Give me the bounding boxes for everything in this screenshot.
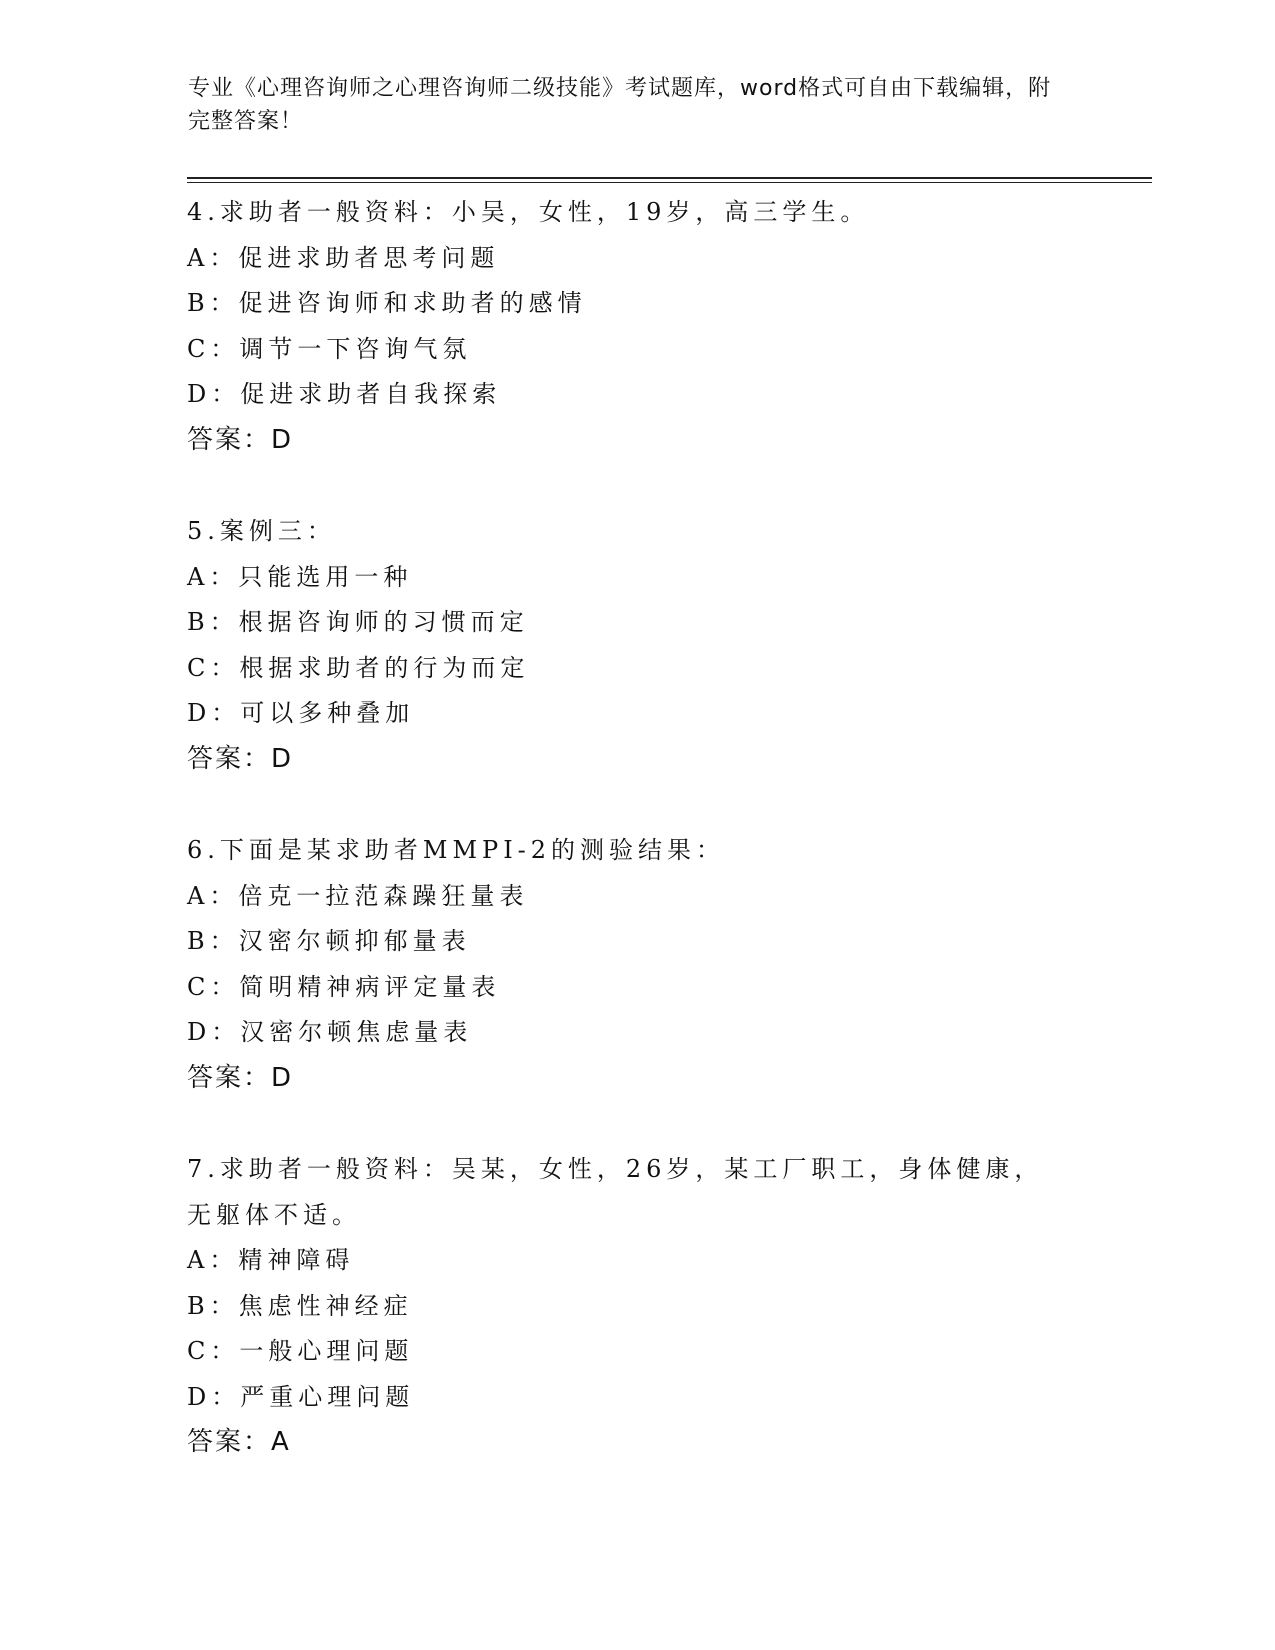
question-7 (187, 1147, 1087, 1466)
question-text: 6.下面是某求助者MMPI-2的测验结果： (187, 836, 726, 864)
answer: 答案：D (187, 743, 294, 774)
answer: 答案：D (187, 424, 294, 455)
option-b: B：汉密尔顿抑郁量表 (187, 927, 471, 955)
option-c: C：根据求助者的行为而定 (187, 653, 530, 682)
option-d: D：汉密尔顿焦虑量表 (187, 1018, 473, 1046)
question-list (187, 190, 1087, 1512)
question-text: 5.案例三： (187, 517, 336, 545)
answer: 答案：D (187, 1062, 294, 1093)
option-a: A：精神障碍 (187, 1246, 355, 1274)
answer: 答案：A (187, 1427, 291, 1457)
option-a: A：只能选用一种 (187, 562, 413, 591)
question-6 (187, 828, 1087, 1101)
option-b: B：促进咨询师和求助者的感情 (187, 289, 587, 317)
document-header: 专业《心理咨询师之心理咨询师二级技能》考试题库，word格式可自由下载编辑，附完整答案！ (188, 76, 1052, 134)
option-d: D：严重心理问题 (187, 1382, 415, 1411)
option-c: C：调节一下咨询气氛 (187, 334, 472, 363)
question-5 (187, 509, 1087, 782)
question-text: 7.求助者一般资料：吴某，女性，26岁，某工厂职工，身体健康，无躯体不适。 (187, 1155, 1044, 1229)
option-a: A：倍克一拉范森躁狂量表 (187, 881, 529, 910)
option-d: D：促进求助者自我探索 (187, 380, 502, 408)
option-c: C：简明精神病评定量表 (187, 972, 501, 1001)
option-a: A：促进求助者思考问题 (187, 243, 500, 272)
option-b: B：焦虑性神经症 (187, 1291, 413, 1320)
option-d: D：可以多种叠加 (187, 699, 415, 727)
option-c: C：一般心理问题 (187, 1337, 414, 1365)
option-b: B：根据咨询师的习惯而定 (187, 608, 529, 636)
question-text: 4.求助者一般资料：小吴，女性，19岁，高三学生。 (187, 198, 870, 226)
header-divider (187, 177, 1152, 183)
question-4 (187, 190, 1087, 463)
